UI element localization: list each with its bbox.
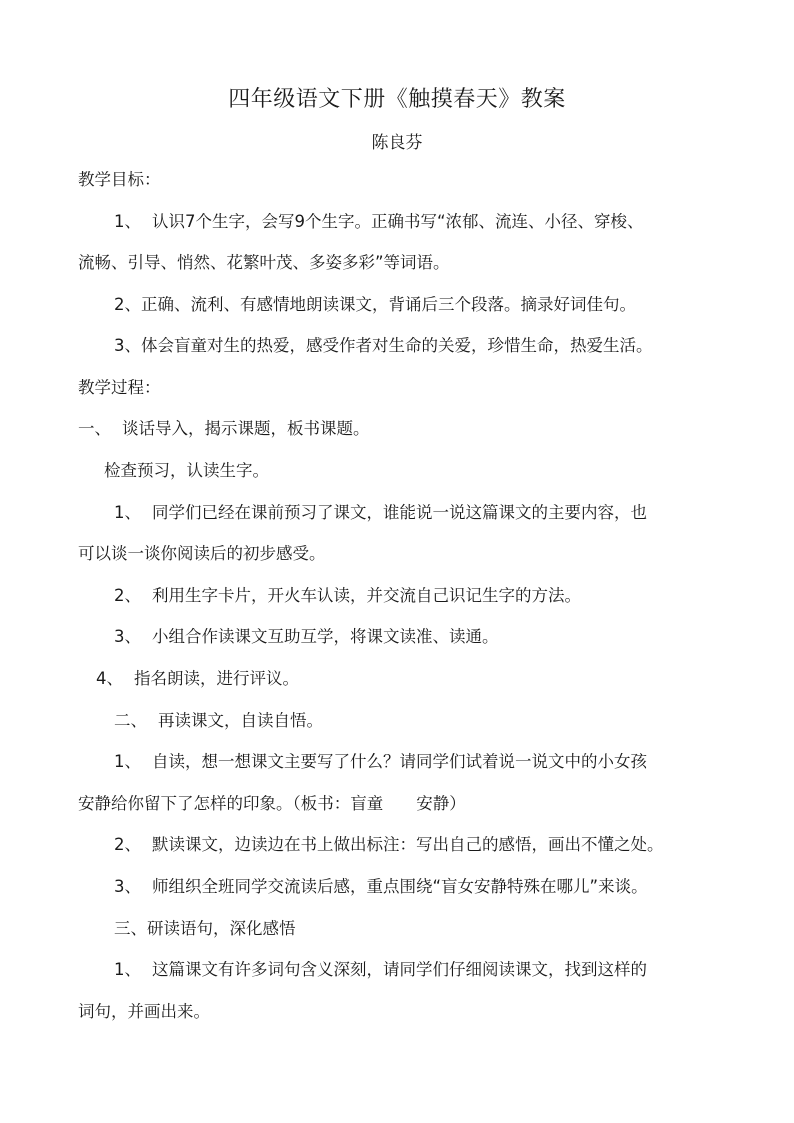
section-1-item-3-number: 3、 [114, 627, 141, 646]
section-2-item-3-number: 3、 [114, 877, 141, 896]
section-1-item-3 [114, 625, 499, 649]
section-1-heading [78, 417, 370, 441]
section-3-item-1-line1 [114, 958, 647, 982]
section-1-item-2-text: 利用生字卡片，开火车认读，并交流自己识记生字的方法。 [152, 586, 581, 605]
section-2-item-2-number: 2、 [114, 835, 141, 854]
section-2-item-3-text: 师组织全班同学交流读后感，重点围绕“盲女安静特殊在哪儿”来谈。 [152, 877, 648, 896]
section-3-heading: 三、研读语句，深化感悟 [114, 919, 296, 938]
section-3-item-1-number: 1、 [114, 960, 141, 979]
section-2-heading [114, 709, 323, 733]
section-1-item-4-number: 4、 [96, 669, 123, 688]
section-1-number: 一、 [78, 419, 111, 438]
objective-item-1-line2: 流畅、引导、悄然、花繁叶茂、多姿多彩”等词语。 [78, 253, 450, 272]
section-1-subheading: 检查预习，认读生字。 [104, 461, 269, 480]
section-2-item-1-line1 [114, 750, 647, 774]
section-2-item-1-line2: 安静给你留下了怎样的印象。（板书：盲童 安静） [78, 794, 466, 813]
section-1-item-4 [96, 667, 299, 691]
section-1-item-4-text: 指名朗读，进行评议。 [134, 669, 299, 688]
section-3-item-1-line2: 词句，并画出来。 [78, 1002, 210, 1021]
objective-item-3: 3、体会盲童对生的热爱，感受作者对生命的关爱，珍惜生命，热爱生活。 [114, 336, 653, 355]
section-2-item-3 [114, 875, 648, 899]
document-title: 四年级语文下册《触摸春天》教案 [228, 87, 566, 112]
objectives-heading: 教学目标： [78, 170, 161, 189]
section-2-item-2-text: 默读课文，边读边在书上做出标注：写出自己的感悟，画出不懂之处。 [152, 835, 664, 854]
section-1-item-1-line2: 可以谈一谈你阅读后的初步感受。 [78, 544, 326, 563]
section-2-number: 二、 [114, 711, 147, 730]
section-2-item-1-text: 自读，想一想课文主要写了什么？请同学们试着说一说文中的小女孩 [152, 752, 647, 771]
process-heading: 教学过程： [78, 378, 161, 397]
section-1-item-3-text: 小组合作读课文互助互学，将课文读准、读通。 [152, 627, 499, 646]
objective-item-2: 2、正确、流利、有感情地朗读课文，背诵后三个段落。摘录好词佳句。 [114, 295, 636, 314]
objective-item-1-text: 认识7个生字，会写9个生字。正确书写“浓郁、流连、小径、穿梭、 [152, 212, 644, 231]
section-1-item-1-number: 1、 [114, 503, 141, 522]
section-1-item-2-number: 2、 [114, 586, 141, 605]
section-2-title: 再读课文，自读自悟。 [158, 711, 323, 730]
document-author: 陈良芬 [371, 133, 423, 153]
section-1-item-2 [114, 584, 581, 608]
section-1-item-1-text: 同学们已经在课前预习了课文，谁能说一说这篇课文的主要内容，也 [152, 503, 647, 522]
section-2-item-2 [114, 833, 664, 857]
section-3-item-1-text: 这篇课文有许多词句含义深刻，请同学们仔细阅读课文，找到这样的 [152, 960, 647, 979]
section-1-title: 谈话导入，揭示课题，板书课题。 [122, 419, 370, 438]
section-2-item-1-number: 1、 [114, 752, 141, 771]
section-1-item-1-line1 [114, 501, 647, 525]
objective-item-1-line1 [114, 210, 644, 234]
objective-item-1-number: 1、 [114, 212, 141, 231]
